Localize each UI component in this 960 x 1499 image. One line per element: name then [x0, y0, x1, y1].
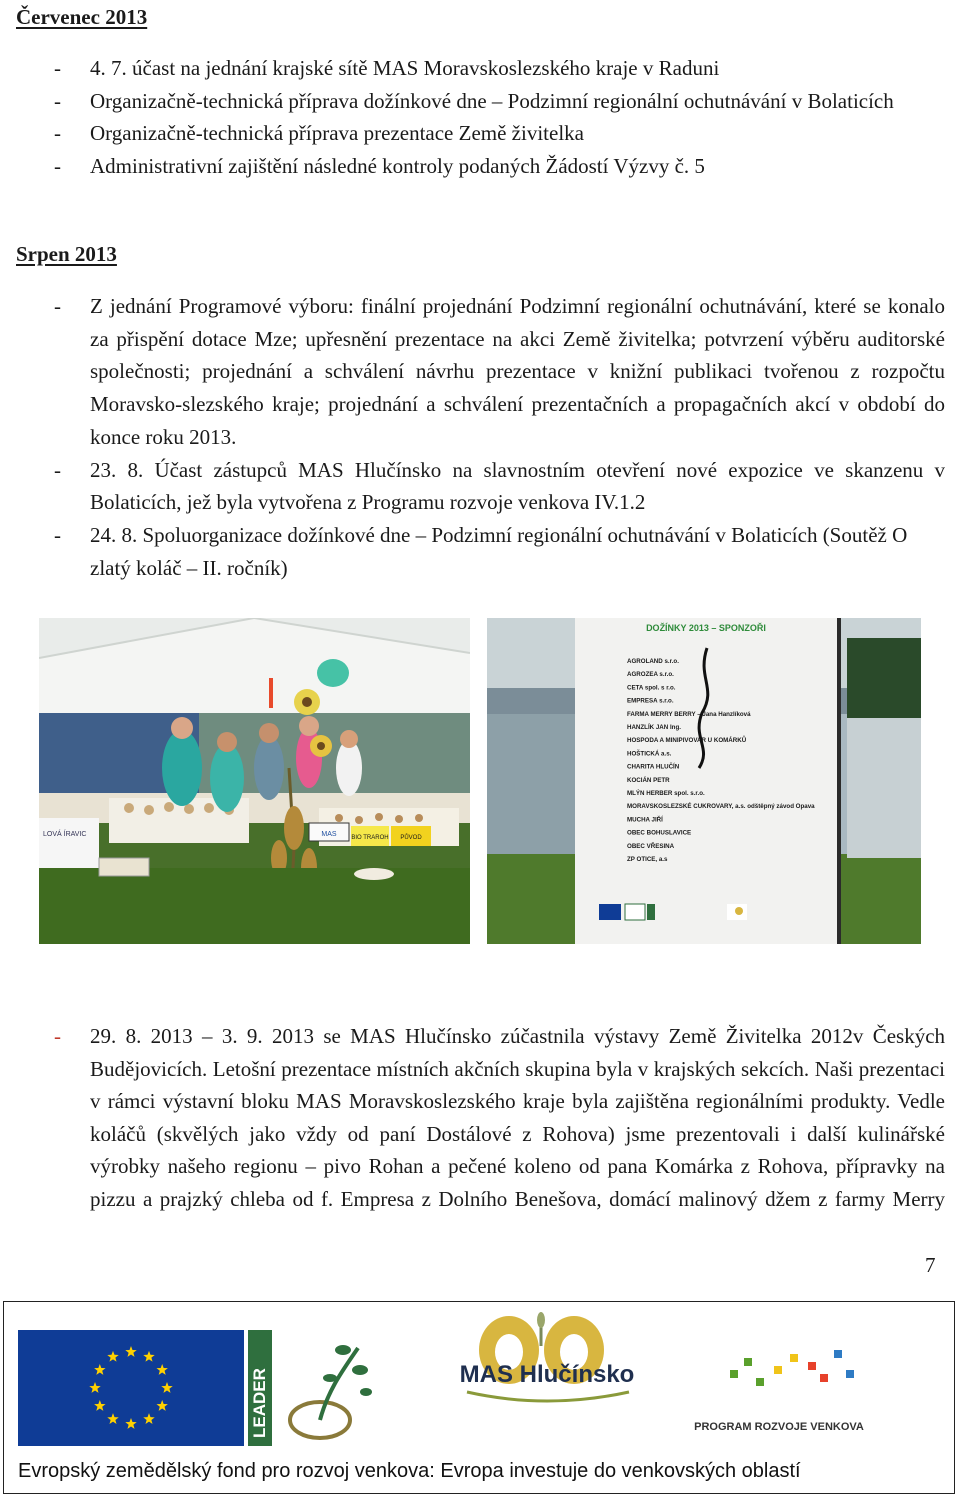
list-item: - Organizačně-technická příprava dožínkové dne – Podzimní regionální ochutnávání v Bolaticích: [54, 88, 894, 113]
page-number: 7: [925, 1253, 936, 1277]
list-july: [0, 52, 960, 182]
svg-text:BIO TRAROH: BIO TRAROH: [351, 835, 389, 841]
sponsor-item: MORAVSKOSLEZSKÉ CUKROVARY, a.s. odštěpný závod Opava: [627, 803, 815, 811]
section-heading-july: Červenec 2013: [16, 5, 148, 29]
list-zeme-zivitelka: [0, 1020, 960, 1216]
sponsor-item: FARMA MERRY BERRY – Jana Hanzlíková: [627, 710, 751, 718]
sponsor-item: OBEC BOHUSLAVICE: [627, 829, 692, 837]
list-item: - Organizačně-technická příprava prezentace Země živitelka: [54, 121, 584, 145]
sponsor-item: AGROLAND s.r.o.: [627, 658, 679, 665]
svg-text:PŮVOD: PŮVOD: [400, 835, 422, 841]
mas-hlucinsko-logo: [449, 1306, 645, 1418]
sponsor-item: HOSPODA A MINIPIVOVAR U KOMÁRKŮ: [627, 737, 747, 745]
svg-text:MAS Hlučínsko: MAS Hlučínsko: [459, 1361, 635, 1388]
svg-text:MAS: MAS: [321, 831, 337, 838]
section-heading-august: Srpen 2013: [16, 242, 117, 266]
svg-text:DOŽÍNKY 2013 – SPONZOŘI: DOŽÍNKY 2013 – SPONZOŘI: [646, 623, 766, 633]
svg-text:LEADER: LEADER: [250, 1368, 269, 1438]
list-item: - Z jednání Programové výboru: finální projednání Podzimní regionální ochutnávání, které se konalo za přispění dotace Mze; upřesnění prezentace na akci Země živitelka; potvrzení výběru auditorské společnosti; projednání a schválení návrhu prezentace v knižní publikaci tvořenou z rozpočtu Moravsko-slezského kraje; projednání a schválení prezentačních a propagačních akcí v období do konce roku 2013.: [54, 294, 945, 449]
eu-flag-logo: [18, 1330, 244, 1446]
leader-logo: [248, 1330, 381, 1446]
photo-sponsor-poster: [487, 618, 921, 944]
list-august: [0, 290, 960, 584]
list-item: - Administrativní zajištění následné kontroly podaných Žádostí Výzvy č. 5: [54, 153, 705, 178]
list-item: - 29. 8. 2013 – 3. 9. 2013 se MAS Hlučínsko zúčastnila výstavy Země Živitelka 2012v Českých Budějovicích. Letošní prezentace místních akčních skupina byla v krajských sekcích. Naši prezentaci v rámci výstavní bloku MAS Moravskoslezského kraje byla zajištěna regionálními produkty. Vedle koláčů (skvělých jako vždy od paní Dostálové z Rohova) jsme prezentovali i další kulinářské výrobky našeho regionu – pivo Rohan a pečené koleno od pana Komárka z Rohova, přípravky na pizzu a prajzký chleba od f. Empresa z Dolního Benešova, domácí malinový džem z farmy Merry: [54, 1024, 946, 1211]
sponsor-item: KOCIÁN PETR: [627, 776, 670, 784]
footer-caption: Evropský zemědělský fond pro rozvoj venkova: Evropa investuje do venkovských oblastí: [18, 1460, 801, 1482]
sponsor-item: HOŠTICKÁ a.s.: [627, 750, 672, 758]
list-item: - 24. 8. Spoluorganizace dožínkové dne – Podzimní regionální ochutnávání v Bolaticích (Soutěž O zlatý koláč – II. ročník): [54, 522, 908, 580]
sponsor-item: HANZLÍK JAN Ing.: [627, 724, 681, 731]
sponsor-item: OBEC VŘESINA: [627, 842, 675, 850]
sponsor-item: MUCHA JIŘÍ: [627, 816, 663, 824]
svg-text:PROGRAM ROZVOJE VENKOVA: PROGRAM ROZVOJE VENKOVA: [694, 1421, 864, 1433]
program-rozvoje-venkova-logo: [690, 1330, 868, 1446]
footer: [3, 1301, 955, 1494]
sponsor-item: ZP OTICE, a.s: [627, 856, 668, 863]
sponsor-item: EMPRESA s.r.o.: [627, 697, 674, 705]
svg-text:LOVÁ ÍRAVIC: LOVÁ ÍRAVIC: [43, 831, 87, 838]
sponsor-item: AGROZEA s.r.o.: [627, 671, 674, 679]
list-item: - 4. 7. účast na jednání krajské sítě MAS Moravskoslezského kraje v Raduni: [54, 56, 720, 80]
sponsor-item: CETA spol. s r.o.: [627, 684, 676, 692]
list-item: - 23. 8. Účast zástupců MAS Hlučínsko na slavnostním otevření nové expozice ve skanzenu v Bolaticích, jež byla vytvořena z Programu rozvoje venkova IV.1.2: [54, 457, 945, 515]
sponsor-item: CHARITA HLUČÍN: [627, 763, 680, 771]
photo-harvest-stall: [39, 618, 470, 944]
sponsor-item: MLÝN HERBER spol. s.r.o.: [627, 790, 705, 797]
date-range: 29. 8. 2013 – 3. 9. 2013: [90, 1024, 314, 1048]
